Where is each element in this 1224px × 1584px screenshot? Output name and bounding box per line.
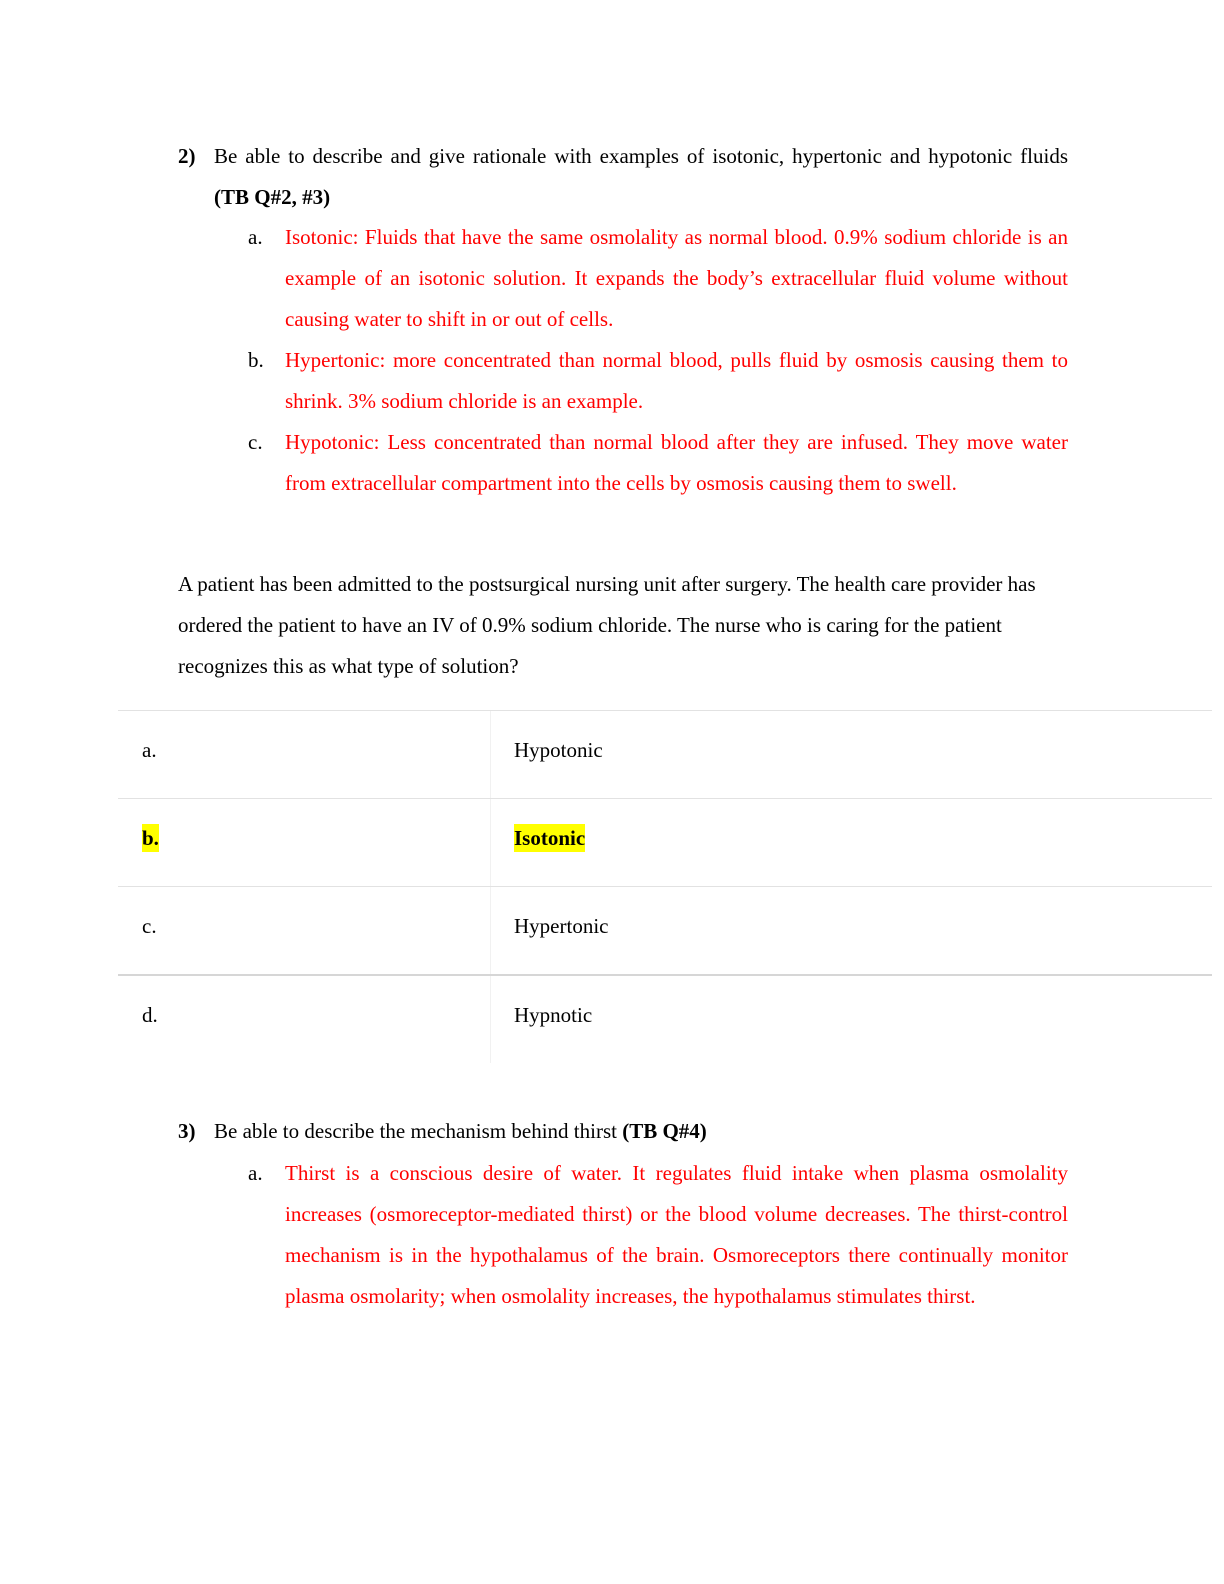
question-3-reference: (TB Q#4) xyxy=(622,1119,707,1143)
question-3-answers xyxy=(248,1153,1068,1317)
list-marker: b. xyxy=(248,348,264,372)
question-2-number: 2) xyxy=(178,144,196,168)
choice-letter: d. xyxy=(142,1003,158,1027)
list-marker: a. xyxy=(248,1161,263,1185)
question-2-reference: (TB Q#2, #3) xyxy=(214,185,331,209)
question-2-answers xyxy=(248,217,1068,504)
list-marker: c. xyxy=(248,430,263,454)
choice-letter: a. xyxy=(142,738,157,762)
answer-row-c xyxy=(118,886,1212,974)
question-2-text xyxy=(214,136,1068,218)
question-3-prompt: Be able to describe the mechanism behind thirst xyxy=(214,1119,617,1143)
choice-letter-highlighted: b. xyxy=(142,826,159,850)
answer-item-thirst xyxy=(248,1153,1068,1317)
column-divider xyxy=(490,887,491,974)
answer-text: Hypotonic: Less concentrated than normal blood after they are infused. They move water from extracellular compartment into the cells by osmosis causing them to swell. xyxy=(285,430,1068,495)
choice-text: Hypotonic xyxy=(514,738,603,762)
column-divider xyxy=(490,976,491,1063)
answer-text: Hypertonic: more concentrated than normal blood, pulls fluid by osmosis causing them to shrink. 3% sodium chloride is an example. xyxy=(285,348,1068,413)
list-marker: a. xyxy=(248,225,263,249)
scenario-paragraph: A patient has been admitted to the postsurgical nursing unit after surgery. The health care provider has ordered the patient to have an IV of 0.9% sodium chloride. The nurse who is caring for the patient recognizes this as what type of solution? xyxy=(178,572,1036,678)
answer-row-b xyxy=(118,798,1212,886)
choice-text-highlighted: Isotonic xyxy=(514,826,586,850)
choice-text: Hypertonic xyxy=(514,914,609,938)
choice-letter: c. xyxy=(142,914,157,938)
question-2-prompt: Be able to describe and give rationale with examples of isotonic, hypertonic and hypotonic fluids xyxy=(214,144,1068,168)
question-3-text xyxy=(214,1111,1068,1152)
answer-item-hypertonic xyxy=(248,340,1068,422)
answer-row-a xyxy=(118,710,1212,798)
answer-item-isotonic xyxy=(248,217,1068,340)
answer-item-hypotonic xyxy=(248,422,1068,504)
answer-row-d xyxy=(118,974,1212,1063)
question-3-heading xyxy=(178,1111,1068,1152)
column-divider xyxy=(490,799,491,886)
answer-text: Thirst is a conscious desire of water. It regulates fluid intake when plasma osmolality increases (osmoreceptor-mediated thirst) or the blood volume decreases. The thirst-control mechanism is in the hypothalamus of the brain. Osmoreceptors there continually monitor plasma osmolarity; when osmolality increases, the hypothalamus stimulates thirst. xyxy=(285,1161,1068,1308)
answer-text: Isotonic: Fluids that have the same osmolality as normal blood. 0.9% sodium chloride is an example of an isotonic solution. It expands the body’s extracellular fluid volume without causing water to shift in or out of cells. xyxy=(285,225,1068,331)
question-2-heading xyxy=(178,136,1068,218)
answer-choices-table xyxy=(118,710,1212,1063)
question-3-number: 3) xyxy=(178,1119,196,1143)
choice-text: Hypnotic xyxy=(514,1003,593,1027)
column-divider xyxy=(490,711,491,798)
